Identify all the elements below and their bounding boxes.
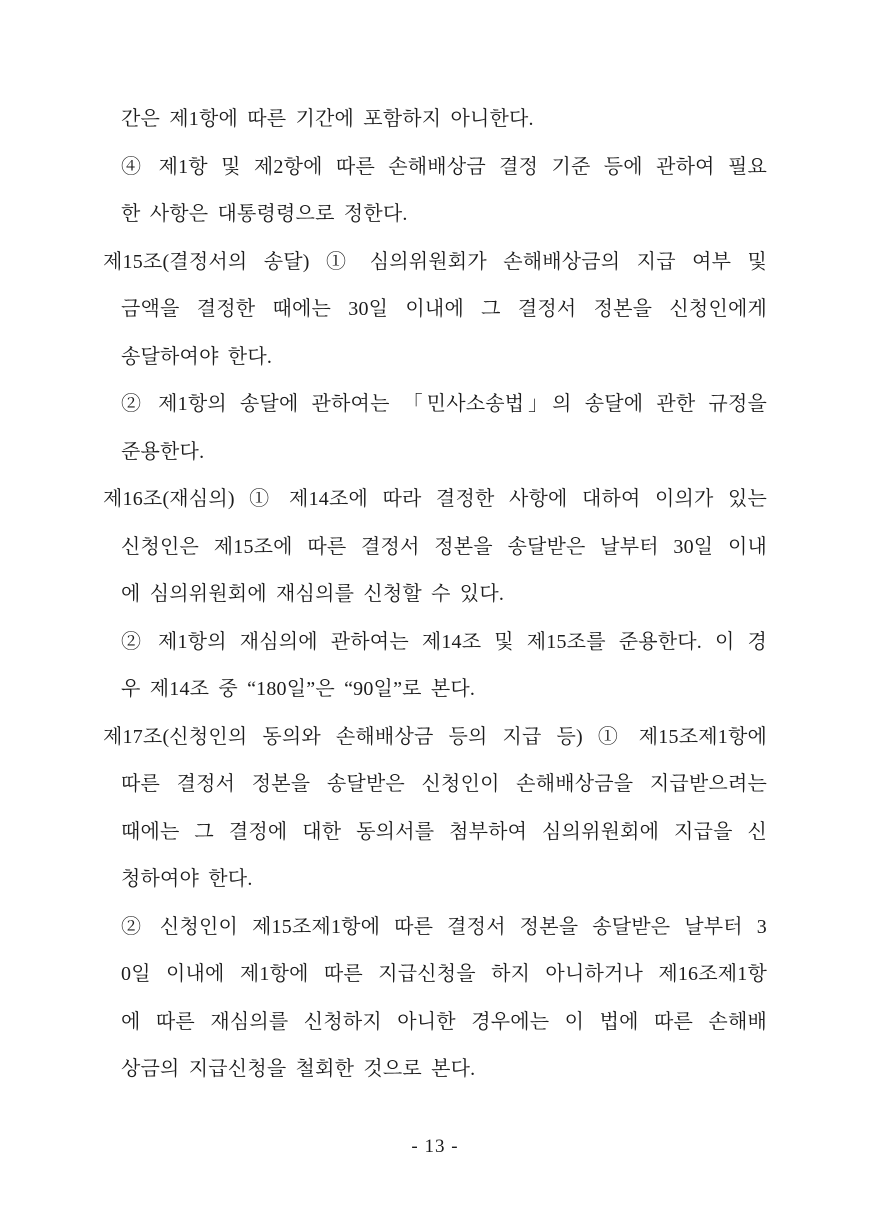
text-line: 청하여야 한다. [121, 868, 253, 890]
text-line: 에 심의위원회에 재심의를 신청할 수 있다. [121, 583, 505, 605]
text-line: 때에는 그 결정에 대한 동의서를 첨부하여 심의위원회에 지급을 신 [121, 820, 767, 843]
text-line: 송달하여야 한다. [121, 345, 273, 368]
text-line: ② 신청인이 제15조제1항에 따른 결정서 정본을 송달받은 날부터 3 [121, 915, 767, 938]
text-line: 우 제14조 중 “180일”은 “90일”로 본다. [121, 678, 476, 700]
text-line: ② 제1항의 재심의에 관하여는 제14조 및 제15조를 준용한다. 이 경 [121, 630, 767, 653]
text-line: 제15조(결정서의 송달) ① 심의위원회가 손해배상금의 지급 여부 및 [103, 250, 767, 273]
text-line: 상금의 지급신청을 철회한 것으로 본다. [121, 1058, 476, 1080]
text-line: ④ 제1항 및 제2항에 따른 손해배상금 결정 기준 등에 관하여 필요 [121, 155, 767, 178]
text-line: 제16조(재심의) ① 제14조에 따라 결정한 사항에 대하여 이의가 있는 [103, 488, 767, 510]
text-line: 0일 이내에 제1항에 따른 지급신청을 하지 아니하거나 제16조제1항 [121, 963, 767, 985]
text-line: 간은 제1항에 따른 기간에 포함하지 아니한다. [121, 108, 534, 130]
legal-text-block [103, 96, 767, 1094]
text-line: 따른 결정서 정본을 송달받은 신청인이 손해배상금을 지급받으려는 [121, 773, 767, 795]
text-line: 한 사항은 대통령령으로 정한다. [121, 203, 408, 225]
text-line: 금액을 결정한 때에는 30일 이내에 그 결정서 정본을 신청인에게 [121, 298, 767, 320]
page-number: - 13 - [411, 1136, 459, 1157]
text-line: 신청인은 제15조에 따른 결정서 정본을 송달받은 날부터 30일 이내 [121, 535, 767, 558]
text-line: 에 따른 재심의를 신청하지 아니한 경우에는 이 법에 따른 손해배 [121, 1010, 767, 1033]
text-line: 준용한다. [121, 440, 205, 463]
text-line: 제17조(신청인의 동의와 손해배상금 등의 지급 등) ① 제15조제1항에 [103, 725, 767, 748]
text-line: ② 제1항의 송달에 관하여는 「민사소송법」의 송달에 관한 규정을 [121, 393, 767, 415]
